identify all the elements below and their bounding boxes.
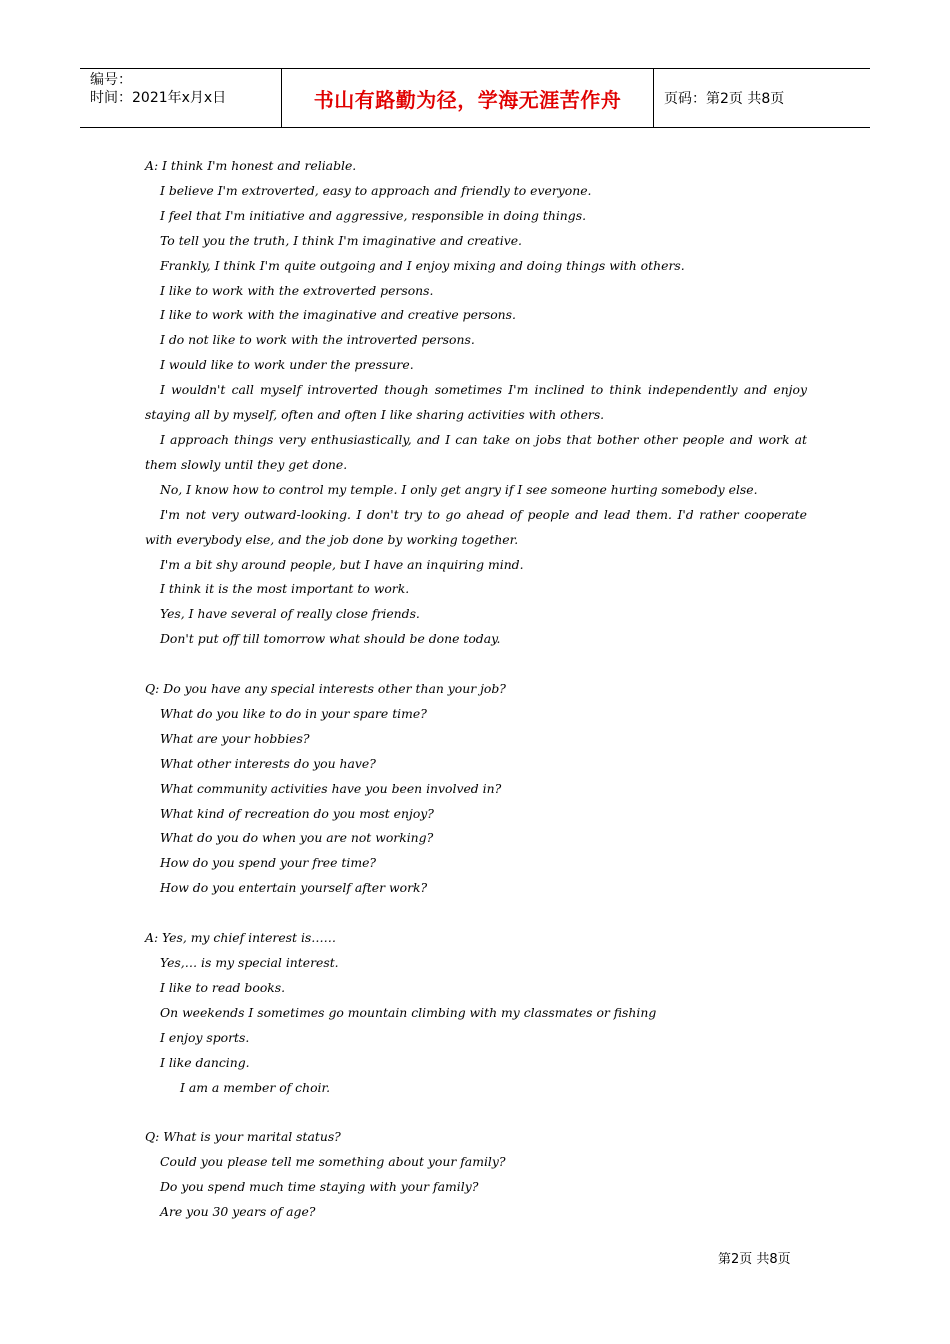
spacer <box>145 901 807 926</box>
question-line: Are you 30 years of age? <box>160 1204 316 1220</box>
question-line: Do you spend much time staying with your family? <box>160 1179 479 1195</box>
document-body <box>145 154 807 1225</box>
question-line: Q: Do you have any special interests other than your job? <box>145 681 506 697</box>
question-line: How do you spend your free time? <box>160 855 377 871</box>
question-line: What are your hobbies? <box>160 730 310 746</box>
answer-line: I think it is the most important to work. <box>160 581 410 597</box>
answer-line: A: Yes, my chief interest is…… <box>145 930 337 946</box>
question-line: Q: What is your marital status? <box>145 1129 341 1145</box>
answer-line: I like to read books. <box>160 979 286 995</box>
answer-paragraph: I wouldn't call myself introverted though sometimes I'm inclined to think independently and enjoy staying all by myself, often and often I like sharing activities with others. <box>145 382 807 423</box>
footer-page-number: 第2页 共8页 <box>718 1252 791 1267</box>
header-motto: 书山有路勤为径，学海无涯苦作舟 <box>282 69 654 127</box>
answer-line: Yes, I have several of really close friends. <box>160 606 420 622</box>
answer-line: I'm a bit shy around people, but I have an inquiring mind. <box>160 556 524 572</box>
answer-paragraph: I'm not very outward-looking. I don't try to go ahead of people and lead them. I'd rather cooperate with everybody else, and the job done by working together. <box>145 506 807 547</box>
answer-line: No, I know how to control my temple. I only get angry if I see someone hurting somebody else. <box>160 481 758 497</box>
answer-line: I like dancing. <box>160 1054 250 1070</box>
answer-line: I like to work with the imaginative and creative persons. <box>160 307 516 323</box>
page-header <box>80 68 870 128</box>
question-line: What community activities have you been involved in? <box>160 780 502 796</box>
answer-line: I believe I'm extroverted, easy to approach and friendly to everyone. <box>160 182 592 198</box>
answer-line: Yes,… is my special interest. <box>160 954 339 970</box>
question-line: What kind of recreation do you most enjoy? <box>160 805 434 821</box>
spacer <box>145 652 807 677</box>
answer-line: A: I think I'm honest and reliable. <box>145 158 357 173</box>
answer-line: To tell you the truth, I think I'm imaginative and creative. <box>160 232 522 248</box>
answer-line: I like to work with the extroverted persons. <box>160 282 434 298</box>
question-line: How do you entertain yourself after work? <box>160 880 428 896</box>
answer-line: I do not like to work with the introverted persons. <box>160 332 475 348</box>
answer-paragraph: I approach things very enthusiastically, and I can take on jobs that bother other people and work at them slowly until they get done. <box>145 431 807 472</box>
question-line: What other interests do you have? <box>160 755 376 771</box>
header-page-number: 页码：第2页 共8页 <box>664 91 785 107</box>
answer-line: I am a member of choir. <box>180 1079 331 1095</box>
document-date-label: 时间：2021年x月x日 <box>90 90 227 106</box>
answer-line: I enjoy sports. <box>160 1029 250 1045</box>
document-number-label: 编号： <box>90 72 132 88</box>
answer-line: On weekends I sometimes go mountain climbing with my classmates or fishing <box>160 1004 657 1020</box>
question-line: What do you like to do in your spare time? <box>160 705 427 721</box>
header-meta <box>80 69 282 127</box>
answer-line: Don't put off till tomorrow what should be done today. <box>160 631 501 647</box>
answer-line: Frankly, I think I'm quite outgoing and I enjoy mixing and doing things with others. <box>160 257 685 273</box>
answer-line: I feel that I'm initiative and aggressive, responsible in doing things. <box>160 207 587 223</box>
answer-line: I would like to work under the pressure. <box>160 357 414 373</box>
question-line: Could you please tell me something about your family? <box>160 1154 506 1170</box>
question-line: What do you do when you are not working? <box>160 830 434 846</box>
spacer <box>145 1100 807 1125</box>
